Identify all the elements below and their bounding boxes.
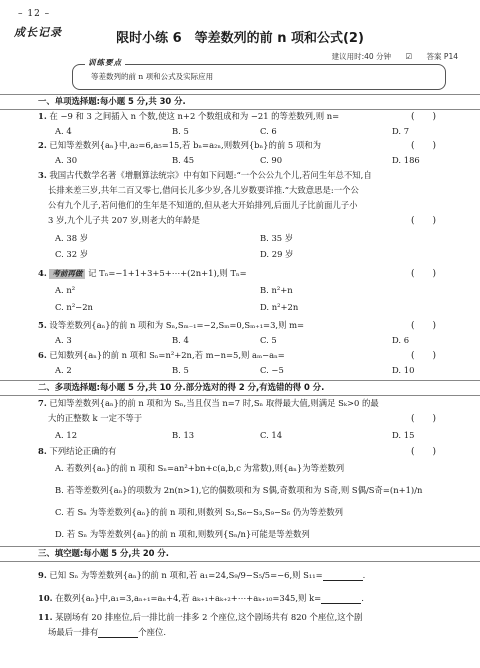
divider: [0, 561, 480, 562]
time-hint: 建议用时:40 分钟: [331, 52, 392, 61]
option-c[interactable]: C. 5: [260, 335, 277, 345]
page-number: – 12 –: [18, 9, 51, 19]
option-c[interactable]: C. 90: [260, 155, 283, 165]
answer-blank[interactable]: [98, 628, 138, 638]
option-a[interactable]: A. 4: [55, 126, 72, 136]
question-7-line-1: 已知等差数列{aₙ}的前 n 项和为 Sₙ,当且仅当 n=7 时,Sₙ 取得最大值,则满足 Sₖ>0 的最: [49, 398, 379, 408]
question-1-text: 在 −9 和 3 之间插入 n 个数,使这 n+2 个数组成和为 −21 的等差数列,则 n=: [49, 111, 340, 121]
divider: [0, 395, 480, 396]
training-points-box: [72, 58, 446, 90]
option-d[interactable]: D. n²+2n: [260, 302, 299, 312]
question-3-line-4: 3 岁,九个儿子共 207 岁,则老大的年龄是: [48, 215, 200, 225]
training-text: 等差数列的前 n 项和公式及实际应用: [91, 72, 214, 81]
answer-ref: ☑ 答案 P14: [405, 52, 458, 61]
answer-blank[interactable]: [323, 571, 363, 581]
option-a[interactable]: A. 2: [55, 365, 72, 375]
answer-ref-text: 答案 P14: [426, 52, 458, 61]
review-tag: 考前再做: [49, 269, 85, 279]
question-11-line-1: 某剧场有 20 排座位,后一排比前一排多 2 个座位,这个剧场共有 820 个座位,这个剧: [55, 612, 363, 622]
option-c[interactable]: C. 若 Sₙ 为等差数列{aₙ}的前 n 项和,则数列 S₃,S₆−S₃,S₉−S₆ 仍为等差数列: [55, 507, 344, 517]
question-3-line-1: 我国古代数学名著《增删算法统宗》中有如下问题:“一个公公九个儿,若问生年总不知,自: [49, 170, 372, 180]
answer-paren[interactable]: ( ): [410, 216, 436, 226]
question-4-text: 记 Tₙ=−1+1+3+5+⋯+(2n+1),则 Tₙ=: [88, 268, 247, 278]
option-a[interactable]: A. 若数列{aₙ}的前 n 项和 Sₙ=an²+bn+c(a,b,c 为常数),则{aₙ}为等差数列: [55, 463, 345, 473]
question-9-text: 已知 Sₙ 为等差数列{aₙ}的前 n 项和,若 a₁=24,S₉/9−S₅/5=−6,则 S₁₁=: [49, 570, 323, 580]
answer-paren[interactable]: ( ): [410, 414, 436, 424]
question-8-text: 下列结论正确的有: [49, 446, 117, 456]
section-multi-choice: 二、多项选择题:每小题 5 分,共 10 分.部分选对的得 2 分,有选错的得 0 分.: [38, 382, 325, 392]
question-7-line-2: 大的正整数 k 一定不等于: [48, 413, 143, 423]
option-d[interactable]: D. 15: [392, 430, 415, 440]
option-d[interactable]: D. 29 岁: [260, 249, 294, 259]
section-fill-in: 三、填空题:每小题 5 分,共 20 分.: [38, 548, 169, 558]
answer-paren[interactable]: ( ): [410, 321, 436, 331]
option-b[interactable]: B. 5: [172, 126, 189, 136]
brand-logo: 成长记录: [14, 26, 62, 39]
option-b[interactable]: B. 45: [172, 155, 195, 165]
question-3-line-3: 公有九个儿子,若问他们的生年是不知道的,但从老大开始排列,后面儿子比前面儿子小: [48, 200, 358, 210]
section-single-choice: 一、单项选择题:每小题 5 分,共 30 分.: [38, 96, 186, 106]
option-c[interactable]: C. n²−2n: [55, 302, 93, 312]
option-c[interactable]: C. 32 岁: [55, 249, 89, 259]
training-label: 训练要点: [85, 58, 125, 68]
divider: [0, 94, 480, 95]
option-d[interactable]: D. 若 Sₙ 为等差数列{aₙ}的前 n 项和,则数列{Sₙ/n}可能是等差数列: [55, 529, 310, 539]
option-a[interactable]: A. 3: [55, 335, 72, 345]
question-10-text: 在数列{aₙ}中,a₁=3,aₙ₊₁=aₙ+4,若 aₖ₊₁+aₖ₊₂+⋯+aₖ₊₁₀=345,则 k=: [55, 593, 322, 603]
option-c[interactable]: C. −5: [260, 365, 284, 375]
answer-paren[interactable]: ( ): [410, 447, 436, 457]
worksheet-page: – 12 – 成长记录 限时小练 6 等差数列的前 n 项和公式(2) 建议用时:40 分钟 ☑ 答案 P14 训练要点 等差数列的前 n 项和公式及实际应用 一、单项选择题:每小题 5 分,共 30 分. 1. 在 −9 和 3 之间插入 n 个数,使这 n+2 个数组成和为 −21 的等差数列,则 n= ( ) A. 4 B. 5 C. 6 D. 7 2. 已知等差数列{aₙ}中,a₂=6,a₅=15,若 bₙ=a₂ₙ,则数列{bₙ}的前 5 项和为 ( ) A. 30 B. 45 C. 90 D. 186 3. 我国古代数学名著《增删算法统宗》中有如下问题:“一个公公九个儿,若问生年总不知,自 长排来差三岁,共年二百又零七,借问长儿多少岁,各儿岁数要详推.”大致意思是:一个公 公有九个儿子,若问他们的生年是不知道的,但从老大开始排列,后面儿子比前面儿子小 3 岁,九个儿子共 207 岁,则老大的年龄是 ( ) A. 38 岁 B. 35 岁 C. 32 岁 D. 29 岁 4. 考前再做 记 Tₙ=−1+1+3+5+⋯+(2n+1),则 Tₙ= ( ) A. n² B. n²+n C. n²−2n D. n²+2n 5. 设等差数列{aₙ}的前 n 项和为 Sₙ,Sₘ₋₁=−2,Sₘ=0,Sₘ₊₁=3,则 m= ( ) A. 3 B. 4 C. 5 D. 6 6. 已知数列{aₙ}的前 n 项和 Sₙ=n²+2n,若 m−n=5,则 aₘ−aₙ= ( ) A. 2 B. 5 C. −5 D. 10 二、多项选择题:每小题 5 分,共 10 分.部分选对的得 2 分,有选错的得 0 分. 7. 已知等差数列{aₙ}的前 n 项和为 Sₙ,当且仅当 n=7 时,Sₙ 取得最大值,则满足 Sₖ>0 的最 大的正整数 k 一定不等于 ( ) A. 12 B. 13 C. 14 D. 15 8. 下列结论正确的有 ( ) A. 若数列{aₙ}的前 n 项和 Sₙ=an²+bn+c(a,b,c 为常数),则{aₙ}为等差数列 B. 若等差数列{aₙ}的项数为 2n(n>1),它的偶数项和为 S偶,奇数项和为 S奇,则 S偶/S奇=(n+1)/n C. 若 Sₙ 为等差数列{aₙ}的前 n 项和,则数列 S₃,S₆−S₃,S₉−S₆ 仍为等差数列 D. 若 Sₙ 为等差数列{aₙ}的前 n 项和,则数列{Sₙ/n}可能是等差数列 三、填空题:每小题 5 分,共 20 分. 9. 已知 Sₙ 为等差数列{aₙ}的前 n 项和,若 a₁=24,S₉/9−S₅/5=−6,则 S₁₁= . 10. 在数列{aₙ}中,a₁=3,aₙ₊₁=aₙ+4,若 aₖ₊₁+aₖ₊₂+⋯+aₖ₊₁₀=345,则 k= . 11. 某剧场有 20 排座位,后一排比前一排多 2 个座位,这个剧场共有 820 个座位,这个剧 场最后一排有 个座位.: [0, 0, 480, 668]
answer-paren[interactable]: ( ): [410, 269, 436, 279]
option-d[interactable]: D. 6: [392, 335, 410, 345]
option-a[interactable]: A. n²: [55, 285, 76, 295]
question-3-line-2: 长排来差三岁,共年二百又零七,借问长儿多少岁,各儿岁数要详推.”大致意思是:一个公: [48, 185, 359, 195]
option-c[interactable]: C. 6: [260, 126, 277, 136]
time-row: [320, 52, 458, 62]
divider: [0, 546, 480, 547]
question-2-text: 已知等差数列{aₙ}中,a₂=6,a₅=15,若 bₙ=a₂ₙ,则数列{bₙ}的前 5 项和为: [49, 140, 321, 150]
question-5-text: 设等差数列{aₙ}的前 n 项和为 Sₙ,Sₘ₋₁=−2,Sₘ=0,Sₘ₊₁=3,则 m=: [49, 320, 305, 330]
divider: [0, 109, 480, 110]
option-b[interactable]: B. 若等差数列{aₙ}的项数为 2n(n>1),它的偶数项和为 S偶,奇数项和为 S奇,则 S偶/S奇=(n+1)/n: [55, 485, 423, 495]
question-11-line-2b: 个座位.: [138, 627, 167, 637]
option-a[interactable]: A. 12: [55, 430, 78, 440]
option-b[interactable]: B. 5: [172, 365, 189, 375]
answer-paren[interactable]: ( ): [410, 112, 436, 122]
option-c[interactable]: C. 14: [260, 430, 283, 440]
option-b[interactable]: B. 13: [172, 430, 195, 440]
option-b[interactable]: B. 35 岁: [260, 233, 294, 243]
option-a[interactable]: A. 30: [55, 155, 78, 165]
option-d[interactable]: D. 10: [392, 365, 415, 375]
question-11-line-2a: 场最后一排有: [48, 627, 99, 637]
question-6-text: 已知数列{aₙ}的前 n 项和 Sₙ=n²+2n,若 m−n=5,则 aₘ−aₙ=: [49, 350, 285, 360]
answer-paren[interactable]: ( ): [410, 141, 436, 151]
page-title: 限时小练 6 等差数列的前 n 项和公式(2): [116, 31, 364, 46]
divider: [0, 380, 480, 381]
answer-blank[interactable]: [321, 594, 361, 604]
option-d[interactable]: D. 7: [392, 126, 410, 136]
option-d[interactable]: D. 186: [392, 155, 420, 165]
option-b[interactable]: B. n²+n: [260, 285, 293, 295]
option-a[interactable]: A. 38 岁: [55, 233, 89, 243]
answer-paren[interactable]: ( ): [410, 351, 436, 361]
option-b[interactable]: B. 4: [172, 335, 189, 345]
